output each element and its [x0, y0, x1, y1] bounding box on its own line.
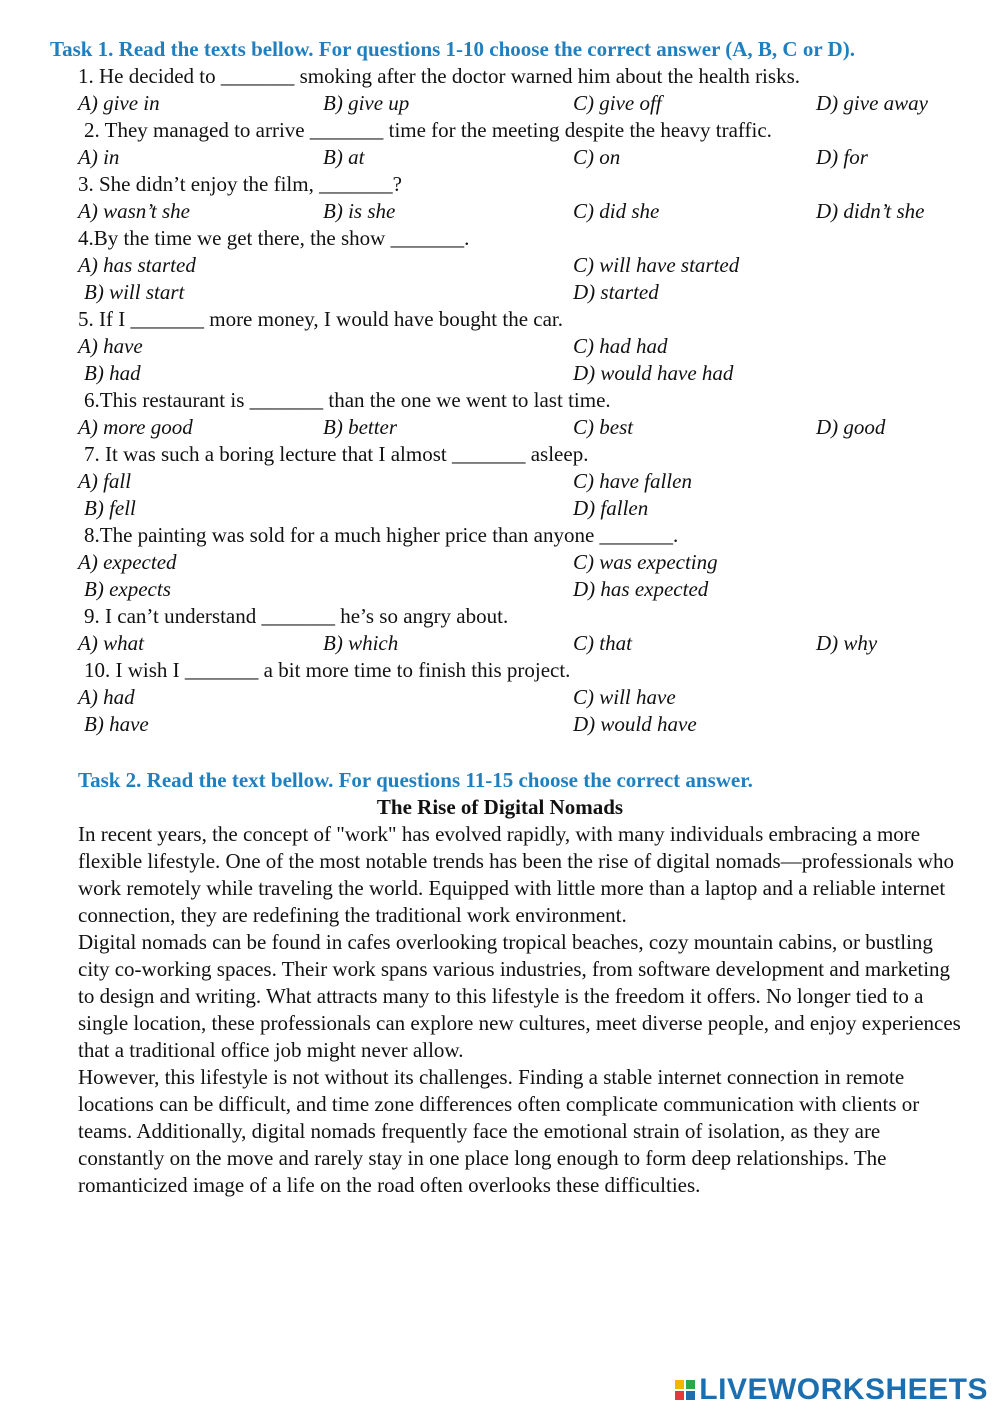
option-c[interactable]: C) that [573, 631, 632, 655]
option-c[interactable]: C) on [573, 145, 621, 169]
question-list [78, 63, 958, 738]
options-10-row2 [78, 711, 958, 738]
logo-square-red [675, 1391, 684, 1400]
options-9 [78, 630, 958, 657]
option-a[interactable]: A) more good [78, 415, 193, 439]
reading-passage [78, 821, 963, 1199]
option-b[interactable]: B) at [323, 145, 365, 169]
option-c[interactable]: C) will have [573, 685, 676, 709]
passage-paragraph-3: However, this lifestyle is not without its challenges. Finding a stable internet connection in remote locations can be difficult, and time zone differences often complicate communication with clients or teams. Additionally, digital nomads frequently face the emotional strain of isolation, as they are constantly on the move and rarely stay in one place long enough to form deep relationships. The romanticized image of a life on the road often overlooks these difficulties. [78, 1065, 920, 1197]
option-d[interactable]: D) give away [816, 91, 928, 115]
option-d[interactable]: D) has expected [573, 577, 709, 601]
logo-square-yellow [675, 1380, 684, 1389]
question-3 [78, 171, 958, 198]
options-5-row1 [78, 333, 958, 360]
liveworksheets-logo-icon [675, 1380, 695, 1400]
option-d[interactable]: D) fallen [573, 496, 649, 520]
option-b[interactable]: B) which [323, 631, 399, 655]
question-text: 3. She didn’t enjoy the film, _______? [78, 172, 402, 196]
options-5-row2 [78, 360, 958, 387]
option-b[interactable]: B) give up [323, 91, 410, 115]
option-a[interactable]: A) had [78, 685, 135, 709]
option-a[interactable]: A) fall [78, 469, 132, 493]
options-6 [78, 414, 958, 441]
options-8-row1 [78, 549, 958, 576]
question-5 [78, 306, 958, 333]
option-c[interactable]: C) have fallen [573, 469, 692, 493]
question-8 [78, 522, 958, 549]
option-d[interactable]: D) would have had [573, 361, 734, 385]
logo-square-green [686, 1380, 695, 1389]
question-text: 6.This restaurant is _______ than the one we went to last time. [84, 388, 611, 412]
question-1 [78, 63, 958, 90]
option-d[interactable]: D) good [816, 415, 886, 439]
option-b[interactable]: B) will start [84, 280, 185, 304]
option-d[interactable]: D) started [573, 280, 659, 304]
option-a[interactable]: A) give in [78, 91, 160, 115]
option-b[interactable]: B) better [323, 415, 398, 439]
option-d[interactable]: D) didn’t she [816, 199, 925, 223]
options-2 [78, 144, 958, 171]
option-d[interactable]: D) would have [573, 712, 697, 736]
option-a[interactable]: A) what [78, 631, 144, 655]
option-d[interactable]: D) why [816, 631, 878, 655]
options-7-row2 [78, 495, 958, 522]
question-text: 2. They managed to arrive _______ time for the meeting despite the heavy traffic. [84, 118, 772, 142]
options-4-row1 [78, 252, 958, 279]
passage-paragraph-1: In recent years, the concept of "work" has evolved rapidly, with many individuals embracing a more flexible lifestyle. One of the most notable trends has been the rise of digital nomads—professionals who work remotely while traveling the world. Equipped with little more than a laptop and a reliable internet connection, they are redefining the traditional work environment. [78, 822, 954, 927]
option-a[interactable]: A) wasn’t she [78, 199, 190, 223]
option-a[interactable]: A) has started [78, 253, 196, 277]
question-text: 7. It was such a boring lecture that I almost _______ asleep. [84, 442, 589, 466]
question-text: 8.The painting was sold for a much higher price than anyone _______. [84, 523, 679, 547]
options-7-row1 [78, 468, 958, 495]
question-text: 10. I wish I _______ a bit more time to finish this project. [84, 658, 571, 682]
option-a[interactable]: A) have [78, 334, 143, 358]
options-3 [78, 198, 958, 225]
option-b[interactable]: B) had [84, 361, 141, 385]
options-10-row1 [78, 684, 958, 711]
task2-heading: Task 2. Read the text bellow. For questions 11-15 choose the correct answer. [78, 768, 753, 792]
option-a[interactable]: A) expected [78, 550, 177, 574]
option-a[interactable]: A) in [78, 145, 120, 169]
option-c[interactable]: C) give off [573, 91, 662, 115]
option-b[interactable]: B) is she [323, 199, 396, 223]
options-1 [78, 90, 958, 117]
question-text: 5. If I _______ more money, I would have bought the car. [78, 307, 564, 331]
question-text: 4.By the time we get there, the show _______. [78, 226, 470, 250]
option-c[interactable]: C) best [573, 415, 634, 439]
option-d[interactable]: D) for [816, 145, 868, 169]
logo-text: LIVEWORKSHEETS [699, 1373, 988, 1406]
question-7 [78, 441, 958, 468]
option-c[interactable]: C) had had [573, 334, 668, 358]
task1-heading: Task 1. Read the texts bellow. For questions 1-10 choose the correct answer (A, B, C or D). [50, 37, 855, 61]
question-text: 1. He decided to _______ smoking after the doctor warned him about the health risks. [78, 64, 800, 88]
question-text: 9. I can’t understand _______ he’s so angry about. [84, 604, 509, 628]
question-6 [78, 387, 958, 414]
question-10 [78, 657, 958, 684]
question-4 [78, 225, 958, 252]
option-b[interactable]: B) have [84, 712, 149, 736]
options-8-row2 [78, 576, 958, 603]
option-c[interactable]: C) will have started [573, 253, 740, 277]
options-4-row2 [78, 279, 958, 306]
option-c[interactable]: C) did she [573, 199, 660, 223]
question-9 [78, 603, 958, 630]
logo-square-blue [686, 1391, 695, 1400]
question-2 [78, 117, 958, 144]
passage-paragraph-2: Digital nomads can be found in cafes overlooking tropical beaches, cozy mountain cabins, or bustling city co-working spaces. Their work spans various industries, from software development and marketing to design and writing. What attracts many to this lifestyle is the freedom it offers. No longer tied to a single location, these professionals can explore new cultures, meet diverse people, and enjoy experiences that a traditional office job might never allow. [78, 930, 961, 1062]
liveworksheets-logo[interactable] [675, 1372, 988, 1408]
passage-title: The Rise of Digital Nomads [376, 795, 624, 819]
option-b[interactable]: B) fell [84, 496, 136, 520]
option-b[interactable]: B) expects [84, 577, 171, 601]
option-c[interactable]: C) was expecting [573, 550, 718, 574]
